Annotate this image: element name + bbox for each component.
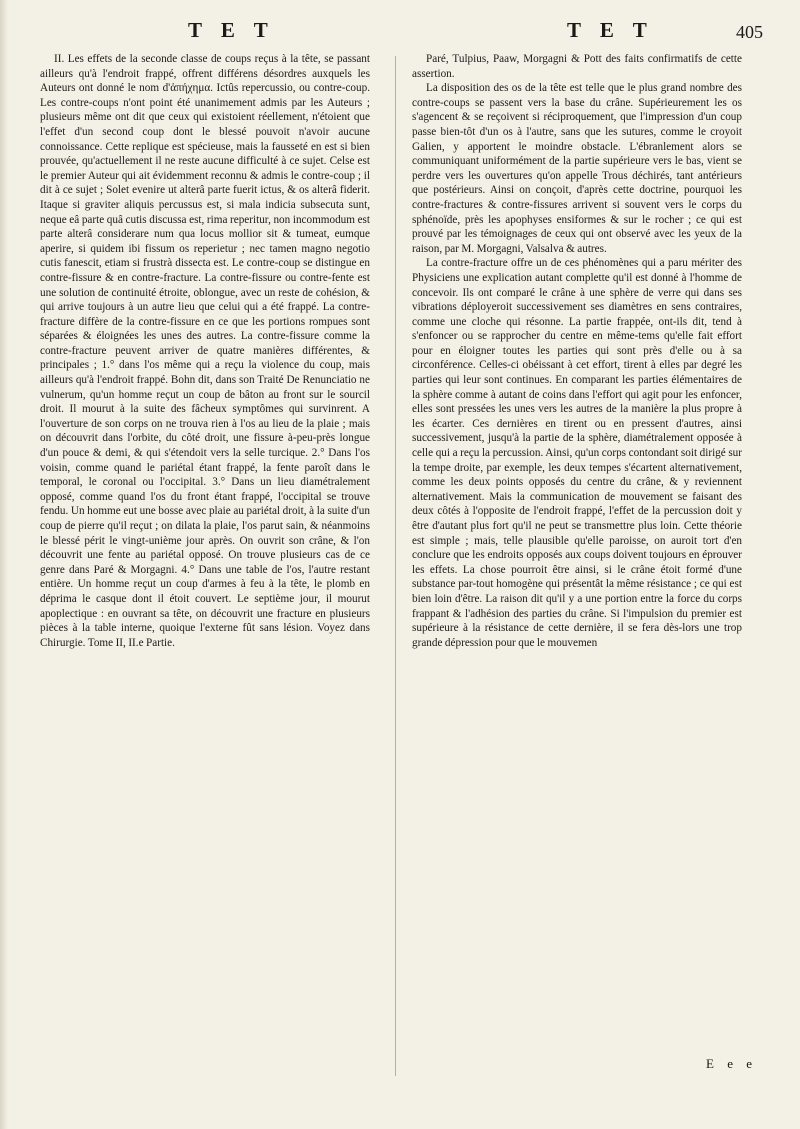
page-number: 405 — [736, 22, 763, 42]
right-column — [412, 52, 742, 650]
left-column — [40, 52, 370, 650]
right-paragraph: Paré, Tulpius, Paaw, Morgagni & Pott des faits confirmatifs de cette assertion. — [412, 53, 742, 80]
right-paragraph: La contre-fracture offre un de ces phénomènes qui a paru mériter des Physiciens une explication autant complette qu'il est donné à l'homme de concevoir. Ils ont comparé le crâne à une sphère de verre qui dans ses vibrations déployeroit successivement ses diamètres en sens contraires, comme une cloche qui résonne. La partie frappée, ont-ils dit, tend à s'enfoncer ou se rapprocher du centre en même-tems qu'elle fait effort pour en éloigner toutes les parties qui sont près d'elle ou à sa circonférence. Celles-ci obéissant à cet effort, tirent à elles par degré les parties qui leur sont continues. En comparant les parties élémentaires de la sphère comme à autant de coins dans l'effort qui agit pour les enfoncer, elles sont pressées les unes vers les autres de la manière la plus propre à les écarter. Ces dernières en tirent ou en pressent d'autres, ainsi successivement, jusqu'à la partie de la sphère, diamétralement opposée à celle qui a reçu la percussion. Ainsi, qu'un corps contondant soit dirigé sur la tempe droite, par exemple, les deux tempes s'écartent alternativement, comme les deux points opposés du centre du crâne, & y reviennent alternativement. Mais la communication de mouvement se faisant des deux côtés à l'opposite de l'endroit frappé, l'effet de la percussion doit y être d'autant plus fort qu'il ne peut se transmettre plus loin. Cette théorie est simple ; mais, telle plausible qu'elle paroisse, on auroit tort d'en conclure que les endroits opposés aux coups doivent toujours en éprouver les effets. La chose pourroit être ainsi, si le crâne étoit formé d'une substance par-tout homogène qui présentât la même résistance ; ce qui est bien loin d'être. La raison dit qu'il y a une portion entre la force du corps frappant & l'adhésion des parties du crâne. Si l'impulsion du premier est supérieure à la résistance de cette dernière, il se fera dès-lors une trop grande dépression pour que le mouvemen — [412, 257, 742, 649]
left-running-head: T E T — [188, 18, 275, 42]
left-paragraph: II. Les effets de la seconde classe de coups reçus à la tête, se passant ailleurs qu'à l'endroit frappé, offrent différens désordres auxquels les Auteurs ont donné le nom d'ἀπήχημα. Ictûs repercussio, ou contre-coup. Les contre-coups n'ont point été unanimement admis par les Auteurs ; plusieurs même ont dit que ceux qui existoient réellement, n'étoient que l'effet d'un second coup dont le blessé pouvoit n'avoir aucune connoissance. Cette replique est spécieuse, mais la fausseté en est si bien prouvée, qu'actuellement il ne reste aucune difficulté à ce sujet. Celse est le premier Auteur qui ait évidemment reconnu & admis le contre-coup ; il dit à ce sujet ; Solet evenire ut alterâ parte fuerit ictus, & os alterâ fiderit. Itaque si graviter aliquis percussus est, si mala indicia subsecuta sunt, neque eâ parte quâ cutis discussa est, rima reperitur, non incommodum est parte alterâ considerare num qua locus mollior sit & tumeat, eumque aperire, si quidem ibi fissum os reperietur ; nec tamen magno negotio cutis fanescit, etiam si frustrà dissecta est. Le contre-coup se distingue en contre-fissure & en contre-fracture. La contre-fissure ou contre-fente est une solution de continuité étroite, oblongue, avec un reste de cohésion, & qui arrive toujours à un autre lieu que celui qui a été frappé. La contre-fracture diffère de la contre-fissure en ce que les portions rompues sont séparées & éloignées les unes des autres. La contre-fissure comme la contre-fracture peuvent arriver de quatre manières différentes, & principales ; 1.° dans l'os même qui a reçu la violence du coup, mais ailleurs qu'à l'endroit frappé. Bohn dit, dans son Traité De Renunciatio ne vulnerum, qu'un homme reçut un coup de bâton au front sur le sourcil droit. Il mourut à la suite des fâcheux symptômes qui survinrent. A l'ouverture de son corps on ne trouva rien à l'os au lieu de la plaie ; mais on découvrit dans l'orbite, du côté droit, une fissure à-peu-près longue d'un pouce & demi, & qui s'étendoit vers la selle turcique. 2.° Dans l'os voisin, comme quand le pariétal étant frappé, la fente paroît dans le temporal, le coronal ou l'occipital. 3.° Dans un lieu diamétralement opposé, comme quand l'os du front étant frappé, l'occipital se trouve fendu. Un homme eut une bosse avec plaie au pariétal droit, à la suite d'un coup de pierre qu'il reçut ; on dilata la plaie, l'os parut sain, & néanmoins le blessé périt le vingt-unième jour après. On ouvrit son crâne, & l'on découvrit une fente au pariétal opposé. On trouve plusieurs cas de ce genre dans Paré & Morgagni. 4.° Dans une table de l'os, l'autre restant entière. Un homme reçut un coup d'armes à feu à la tête, le plomb en déprima le casque dont il étoit couvert. Le septième jour, il mourut apoplectique : en ouvrant sa tête, on découvrit une fracture en plusieurs pièces à la table interne, quoique l'externe fût sans lésion. Voyez dans Chirurgie. Tome II, II.e Partie. — [40, 53, 370, 649]
signature-mark: E e e — [706, 1056, 757, 1071]
column-divider — [395, 56, 396, 1076]
page-header — [0, 14, 800, 48]
right-running-head: T E T — [567, 18, 654, 42]
page-edge-shadow — [0, 0, 8, 1129]
right-paragraph: La disposition des os de la tête est telle que le plus grand nombre des contre-coups se passent vers la base du crâne. Supérieurement les os s'agencent & se reçoivent si réciproquement, que l'impression d'un coup passe bien-tôt d'un os à l'autre, sans que les sutures, comme le croyoit Galien, y apportent le moindre obstacle. L'ébranlement alors se communiquant uniformément de la partie supérieure vers le bas, vient se perdre vers les ouvertures qu'on appelle Trous déchirés, tant antérieurs que postérieurs. Ainsi on conçoit, d'après cette doctrine, pourquoi les contre-fractures & contre-fissures arrivent si souvent vers le corps du sphénoïde, près les apophyses ensiformes & sur le rocher ; ce qui est prouvé par les témoignages de ceux qui ont observé avec les yeux de la raison, par M. Morgagni, Valsalva & autres. — [412, 82, 742, 255]
